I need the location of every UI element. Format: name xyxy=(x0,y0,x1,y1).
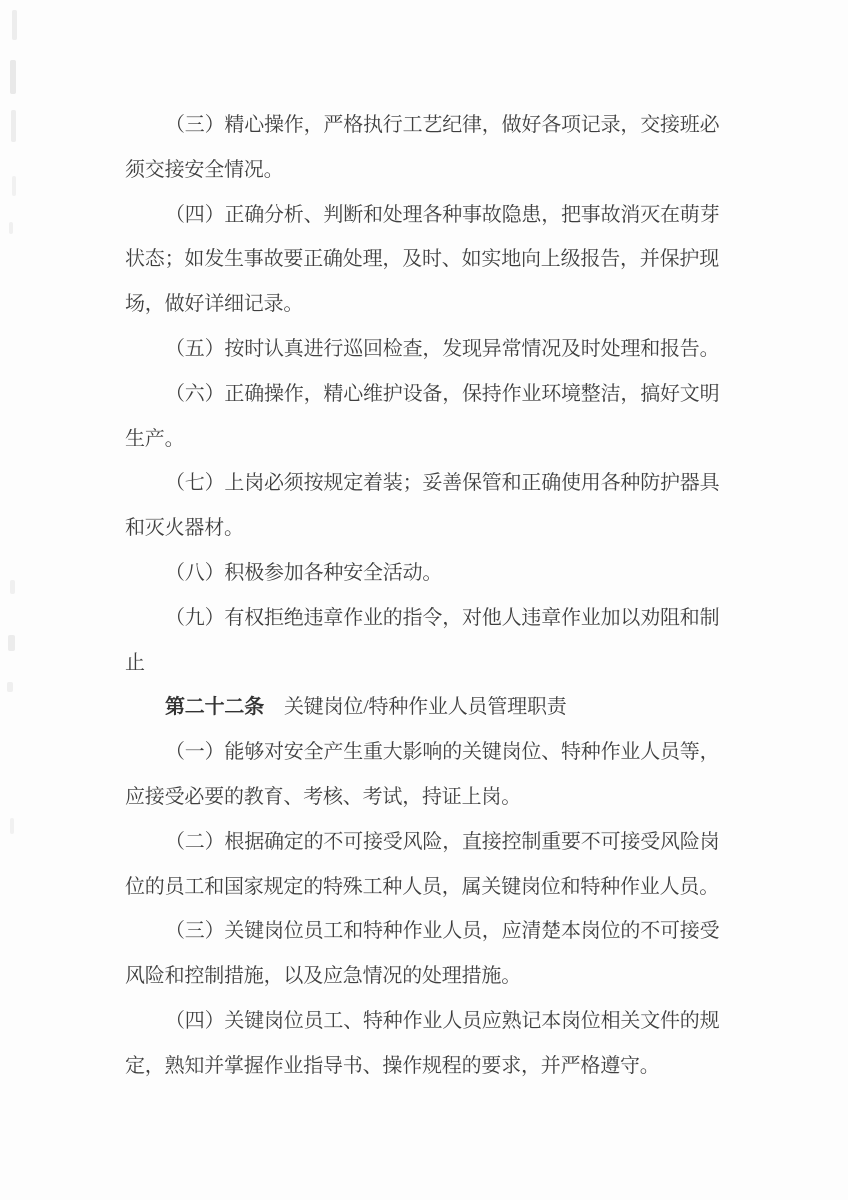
document-text-line xyxy=(125,417,741,462)
line-text: 场，做好详细记录。 xyxy=(125,293,304,316)
document-text-line xyxy=(125,999,741,1044)
scan-smudge-mark xyxy=(12,10,17,40)
scan-smudge-mark xyxy=(10,818,14,834)
document-text-line xyxy=(125,954,741,999)
document-text-line xyxy=(125,282,741,327)
document-text-line xyxy=(125,148,741,193)
line-text: 定，熟知并掌握作业指导书、操作规程的要求，并严格遵守。 xyxy=(125,1054,660,1077)
line-text: （一）能够对安全产生重大影响的关键岗位、特种作业人员等， xyxy=(165,741,720,764)
document-text-line xyxy=(125,372,741,417)
scan-smudge-mark xyxy=(11,110,16,142)
line-text: （五）按时认真进行巡回检查，发现异常情况及时处理和报告。 xyxy=(165,337,720,360)
line-text: 和灭火器材。 xyxy=(125,517,244,540)
line-text: （七）上岗必须按规定着装；妥善保管和正确使用各种防护器具 xyxy=(165,472,720,495)
document-text-line xyxy=(125,103,741,148)
line-text: 风险和控制措施，以及应急情况的处理措施。 xyxy=(125,965,521,988)
line-text: 应接受必要的教育、考核、考试，持证上岗。 xyxy=(125,785,521,808)
line-text: （二）根据确定的不可接受风险，直接控制重要不可接受风险岗 xyxy=(165,830,720,853)
line-text: 状态；如发生事故要正确处理，及时、如实地向上级报告，并保护现 xyxy=(125,248,719,271)
line-text: （九）有权拒绝违章作业的指令，对他人违章作业加以劝阻和制 xyxy=(165,606,720,629)
scan-smudge-mark xyxy=(9,222,13,234)
line-text: （四）关键岗位员工、特种作业人员应熟记本岗位相关文件的规 xyxy=(165,1009,720,1032)
document-text-line xyxy=(125,641,741,686)
scan-smudge-mark xyxy=(12,176,16,196)
line-text: （八）积极参加各种安全活动。 xyxy=(165,561,443,584)
document-text-line xyxy=(125,909,741,954)
document-text-line xyxy=(125,1044,741,1089)
document-heading-line xyxy=(125,685,741,730)
document-text-line xyxy=(125,820,741,865)
scan-smudge-mark xyxy=(10,60,16,94)
line-text: （三）关键岗位员工和特种作业人员，应清楚本岗位的不可接受 xyxy=(165,920,720,943)
line-text: （三）精心操作，严格执行工艺纪律，做好各项记录，交接班必 xyxy=(165,114,720,136)
scan-smudge-mark xyxy=(8,635,15,651)
document-text-line xyxy=(125,551,741,596)
scan-smudge-mark xyxy=(10,580,15,594)
line-text: 位的员工和国家规定的特殊工种人员，属关键岗位和特种作业人员。 xyxy=(125,875,719,898)
article-title-label: 关键岗位/特种作业人员管理职责 xyxy=(284,696,567,719)
scan-smudge-mark xyxy=(7,682,13,692)
document-text-line xyxy=(125,327,741,372)
document-text-line xyxy=(125,461,741,506)
document-text-line xyxy=(125,193,741,238)
document-text-line xyxy=(125,775,741,820)
line-text: （四）正确分析、判断和处理各种事故隐患，把事故消灭在萌芽 xyxy=(165,203,720,226)
document-text-line xyxy=(125,506,741,551)
document-text-block xyxy=(125,103,741,1089)
line-text: 须交接安全情况。 xyxy=(125,158,284,181)
document-text-line xyxy=(125,596,741,641)
document-text-line xyxy=(125,730,741,775)
article-number-label: 第二十二条 xyxy=(165,696,264,719)
document-text-line xyxy=(125,237,741,282)
line-text: 生产。 xyxy=(125,427,185,450)
line-text: 止 xyxy=(125,651,145,674)
document-text-line xyxy=(125,865,741,910)
line-text: （六）正确操作，精心维护设备，保持作业环境整洁，搞好文明 xyxy=(165,382,720,405)
